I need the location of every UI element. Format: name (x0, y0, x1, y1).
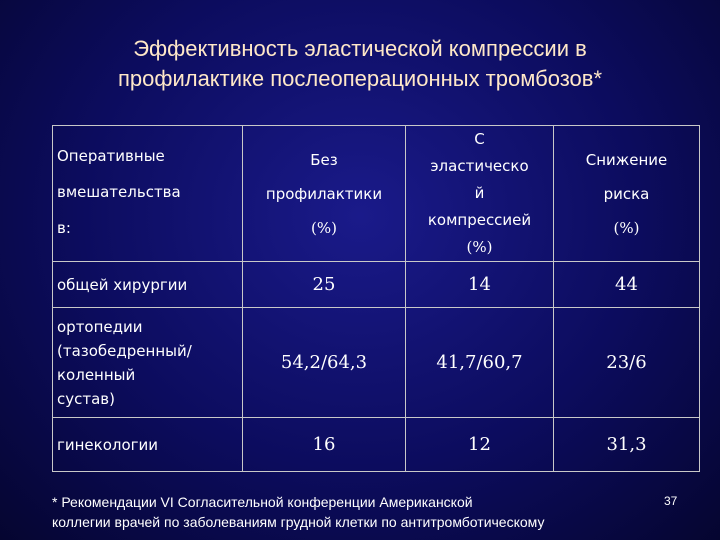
row-label-text: общей хирургии (57, 275, 188, 294)
footnote (52, 492, 672, 532)
header-operations (53, 126, 243, 262)
header-with-compression (406, 126, 554, 262)
cell-without: 16 (243, 418, 406, 472)
cell-with: 41,7/60,7 (406, 308, 554, 418)
header-text: риска (603, 184, 650, 203)
slide-title-line-2: профилактике послеоперационных тромбозов* (117, 66, 603, 91)
cell-without: 25 (243, 262, 406, 308)
cell-reduction: 44 (554, 262, 700, 308)
row-label-text: сустав) (57, 389, 115, 408)
row-label-text: коленный (57, 365, 136, 384)
row-label-text: гинекологии (57, 435, 159, 454)
table-header-row (53, 126, 700, 262)
header-text: вмешательства (57, 183, 181, 201)
row-label-text: ортопедии (57, 317, 143, 336)
table-row (53, 262, 700, 308)
slide-title-line-1: Эффективность эластической компрессии в (133, 36, 587, 61)
header-text: (%) (613, 218, 640, 237)
row-label (53, 418, 243, 472)
footnote-line-2: коллегии врачей по заболеваниям грудной клетки по антитромботическому (52, 514, 545, 530)
header-text: профилактики (265, 184, 383, 203)
header-text: Без (310, 150, 338, 169)
header-risk-reduction (554, 126, 700, 262)
header-text: (%) (466, 238, 493, 256)
slide-number: 37 (664, 494, 678, 508)
cell-reduction: 31,3 (554, 418, 700, 472)
row-label (53, 308, 243, 418)
row-label-text: (тазобедренный/ (57, 341, 192, 360)
header-text: компрессией (427, 211, 532, 229)
cell-without: 54,2/64,3 (243, 308, 406, 418)
table-row (53, 418, 700, 472)
table-row (53, 308, 700, 418)
header-text: в: (57, 219, 71, 237)
header-text: Оперативные (57, 147, 165, 165)
cell-reduction: 23/6 (554, 308, 700, 418)
cell-with: 14 (406, 262, 554, 308)
cell-with: 12 (406, 418, 554, 472)
header-text: (%) (311, 218, 337, 237)
efficacy-table (52, 125, 700, 472)
header-text: эластическо (430, 157, 529, 175)
footnote-line-1: * Рекомендации VI Согласительной конференции Американской (52, 494, 473, 510)
header-without-prophylaxis (243, 126, 406, 262)
header-text: й (474, 184, 485, 202)
header-text: С (474, 130, 485, 148)
row-label (53, 262, 243, 308)
header-text: Снижение (585, 150, 668, 169)
slide-title (0, 34, 720, 94)
